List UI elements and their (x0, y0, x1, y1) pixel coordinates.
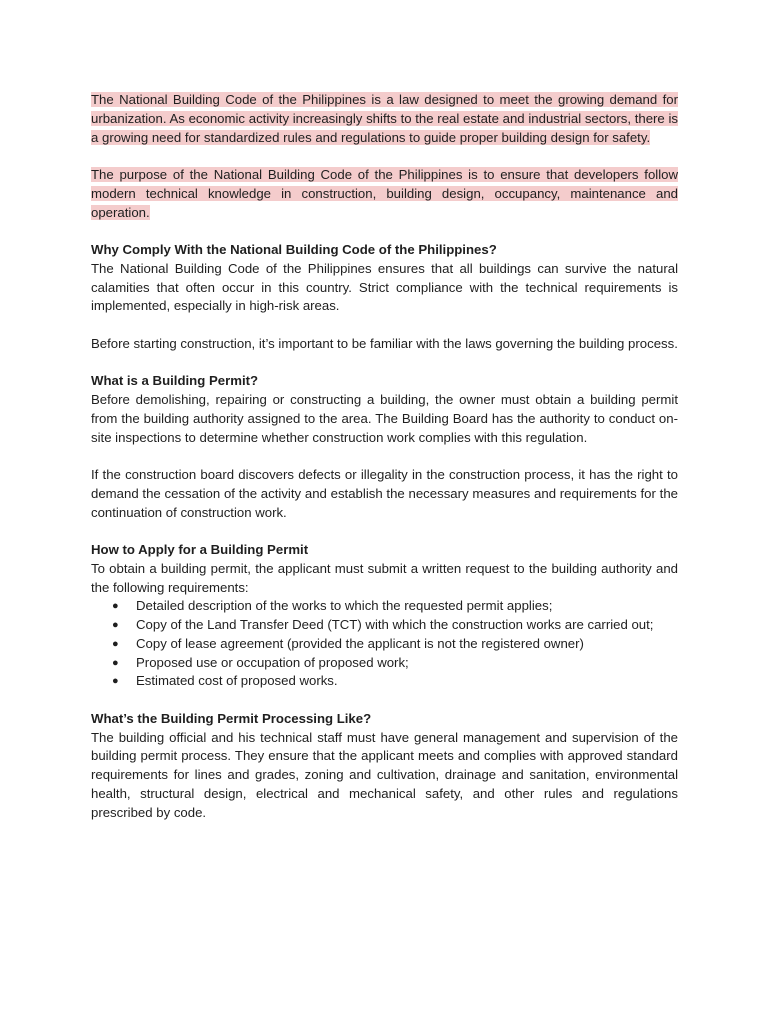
bullet-icon: ● (112, 637, 119, 650)
list-item (91, 616, 678, 635)
processing-paragraph: The building official and his technical staff must have general management and supervision of the building permit process. They ensure that the applicant meets and complies with approved standard requirements for lines and grades, zoning and cultivation, drainage and sanitation, environmental health, structural design, electrical and mechanical safety, and other rules and regulations prescribed by code. (91, 729, 678, 820)
list-item (91, 597, 678, 616)
requirements-list (91, 597, 678, 691)
list-item-text: Detailed description of the works to which the requested permit applies; (136, 598, 553, 614)
bullet-icon: ● (112, 619, 119, 632)
list-item-text: Copy of lease agreement (provided the applicant is not the registered owner) (136, 635, 584, 651)
section-heading-processing: What’s the Building Permit Processing Like? (91, 710, 372, 726)
bullet-icon: ● (112, 675, 119, 688)
list-item (91, 654, 678, 673)
section-heading-how-to-apply: How to Apply for a Building Permit (91, 541, 309, 557)
section-heading-what-is-permit: What is a Building Permit? (91, 373, 259, 389)
what-is-permit-paragraph-2: If the construction board discovers defects or illegality in the construction process, it has the right to demand the cessation of the activity and establish the necessary measures and requirements for the continuation of construction work. (91, 466, 678, 520)
intro-paragraph-1 (91, 91, 678, 147)
list-item-text: Copy of the Land Transfer Deed (TCT) with which the construction works are carried out; (136, 617, 654, 633)
bullet-icon: ● (112, 600, 119, 613)
bullet-icon: ● (112, 656, 119, 669)
list-item (91, 672, 678, 691)
list-item (91, 635, 678, 654)
highlighted-text: The National Building Code of the Philippines is a law designed to meet the growing demand for urbanization. As economic activity increasingly shifts to the real estate and industrial sectors, there is a growing need for standardized rules and regulations to guide proper building design for safety. (91, 92, 678, 145)
section-heading-why-comply: Why Comply With the National Building Code of the Philippines? (91, 241, 497, 257)
list-item-text: Estimated cost of proposed works. (136, 673, 338, 689)
list-item-text: Proposed use or occupation of proposed work; (136, 654, 409, 670)
why-comply-paragraph-1: The National Building Code of the Philippines ensures that all buildings can survive the natural calamities that often occur in this country. Strict compliance with the technical requirements is implemented, especially in high-risk areas. (91, 260, 678, 314)
intro-paragraph-2 (91, 166, 678, 222)
what-is-permit-paragraph-1: Before demolishing, repairing or constructing a building, the owner must obtain a building permit from the building authority assigned to the area. The Building Board has the authority to conduct on-site inspections to determine whether construction work complies with this regulation. (91, 391, 678, 445)
how-to-apply-paragraph: To obtain a building permit, the applicant must submit a written request to the building authority and the following requirements: (91, 560, 678, 595)
highlighted-text: The purpose of the National Building Code of the Philippines is to ensure that developers follow modern technical knowledge in construction, building design, occupancy, maintenance and operation. (91, 166, 678, 220)
why-comply-paragraph-2: Before starting construction, it’s important to be familiar with the laws governing the building process. (91, 335, 678, 351)
